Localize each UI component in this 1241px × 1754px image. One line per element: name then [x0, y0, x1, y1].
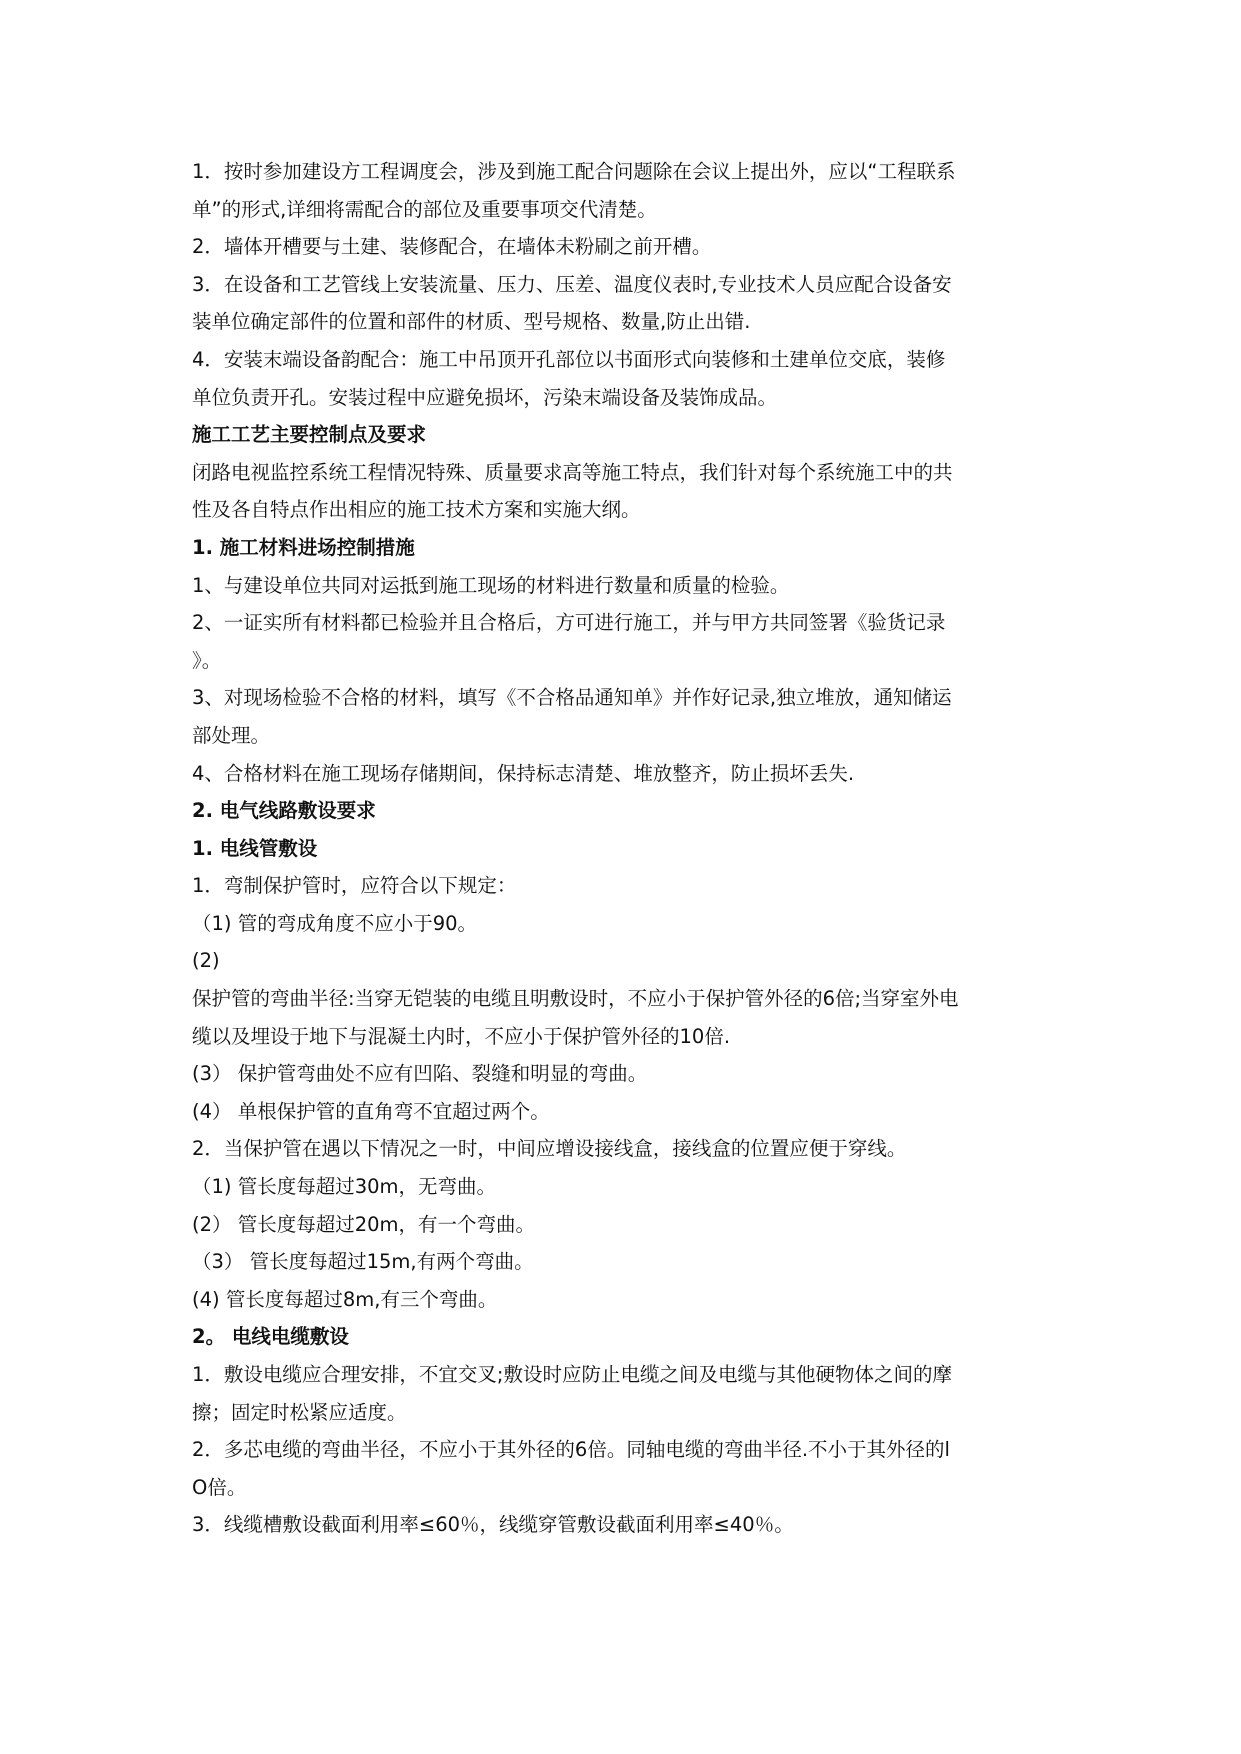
- section-heading: 施工工艺主要控制点及要求: [192, 423, 427, 447]
- text-line: 2．多芯电缆的弯曲半径，不应小于其外径的6倍。同轴电缆的弯曲半径.不小于其外径的l: [192, 1438, 950, 1462]
- section-heading: 2. 电气线路敷设要求: [192, 799, 376, 823]
- text-line: 缆以及埋设于地下与混凝土内时，不应小于保护管外径的10倍.: [192, 1024, 731, 1048]
- text-line: 1．敷设电缆应合理安排，不宜交叉;敷设时应防止电缆之间及电缆与其他硬物体之间的摩: [192, 1363, 952, 1386]
- text-line: 2．当保护管在遇以下情况之一时，中间应增设接线盒，接线盒的位置应便于穿线。: [192, 1137, 907, 1161]
- text-line: (4） 单根保护管的直角弯不宜超过两个。: [192, 1099, 550, 1123]
- text-line: (2） 管长度每超过20m，有一个弯曲。: [192, 1212, 536, 1236]
- text-line: (4) 管长度每超过8m,有三个弯曲。: [192, 1287, 498, 1311]
- text-line: 》。: [192, 648, 222, 672]
- text-line: 2、一证实所有材料都已检验并且合格后，方可进行施工，并与甲方共同签署《验货记录: [192, 611, 946, 635]
- text-line: 4、合格材料在施工现场存储期间，保持标志清楚、堆放整齐，防止损坏丢失.: [192, 761, 855, 785]
- text-line: 1．弯制保护管时，应符合以下规定：: [192, 874, 517, 898]
- text-line: 3．线缆槽敷设截面利用率≤60％，线缆穿管敷设截面利用率≤40％。: [192, 1513, 794, 1537]
- text-line: 性及各自特点作出相应的施工技术方案和实施大纲。: [192, 498, 641, 522]
- text-line: 2．墙体开槽要与土建、装修配合，在墙体未粉刷之前开槽。: [192, 235, 712, 259]
- text-line: 单位负责开孔。安装过程中应避免损坏，污染末端设备及装饰成品。: [192, 385, 778, 409]
- text-line: (3） 保护管弯曲处不应有凹陷、裂缝和明显的弯曲。: [192, 1062, 648, 1086]
- text-line: 擦；固定时松紧应适度。: [192, 1400, 407, 1424]
- text-line: （1) 管的弯成角度不应小于90。: [192, 911, 478, 935]
- text-line: 闭路电视监控系统工程情况特殊、质量要求高等施工特点，我们针对每个系统施工中的共: [192, 460, 953, 484]
- text-line: 1．按时参加建设方工程调度会，涉及到施工配合问题除在会议上提出外，应以“工程联系: [192, 160, 956, 183]
- text-line: 部处理。: [192, 723, 271, 747]
- text-line: 保护管的弯曲半径:当穿无铠装的电缆且明敷设时，不应小于保护管外径的6倍;当穿室外电: [192, 987, 959, 1011]
- section-heading: 2。 电线电缆敷设: [192, 1325, 349, 1349]
- text-line: 装单位确定部件的位置和部件的材质、型号规格、数量,防止出错.: [192, 310, 751, 334]
- document-body: [192, 153, 1062, 1544]
- text-line: （1) 管长度每超过30m，无弯曲。: [192, 1175, 497, 1199]
- text-line: （3） 管长度每超过15m,有两个弯曲。: [192, 1250, 534, 1274]
- text-line: 4．安装末端设备韵配合：施工中吊顶开孔部位以书面形式向装修和土建单位交底，装修: [192, 347, 946, 371]
- text-line: 3．在设备和工艺管线上安装流量、压力、压差、温度仪表时,专业技术人员应配合设备安: [192, 272, 952, 296]
- section-heading: 1. 施工材料进场控制措施: [192, 535, 415, 559]
- text-line: 1、与建设单位共同对运抵到施工现场的材料进行数量和质量的检验。: [192, 573, 790, 597]
- text-line: (2): [192, 949, 220, 973]
- section-heading: 1. 电线管敷设: [192, 836, 318, 860]
- text-line: 3、对现场检验不合格的材料，填写《不合格品通知单》并作好记录,独立堆放，通知储运: [192, 686, 952, 710]
- text-line: O倍。: [192, 1475, 247, 1499]
- text-line: 单”的形式,详细将需配合的部位及重要事项交代清楚。: [192, 197, 657, 221]
